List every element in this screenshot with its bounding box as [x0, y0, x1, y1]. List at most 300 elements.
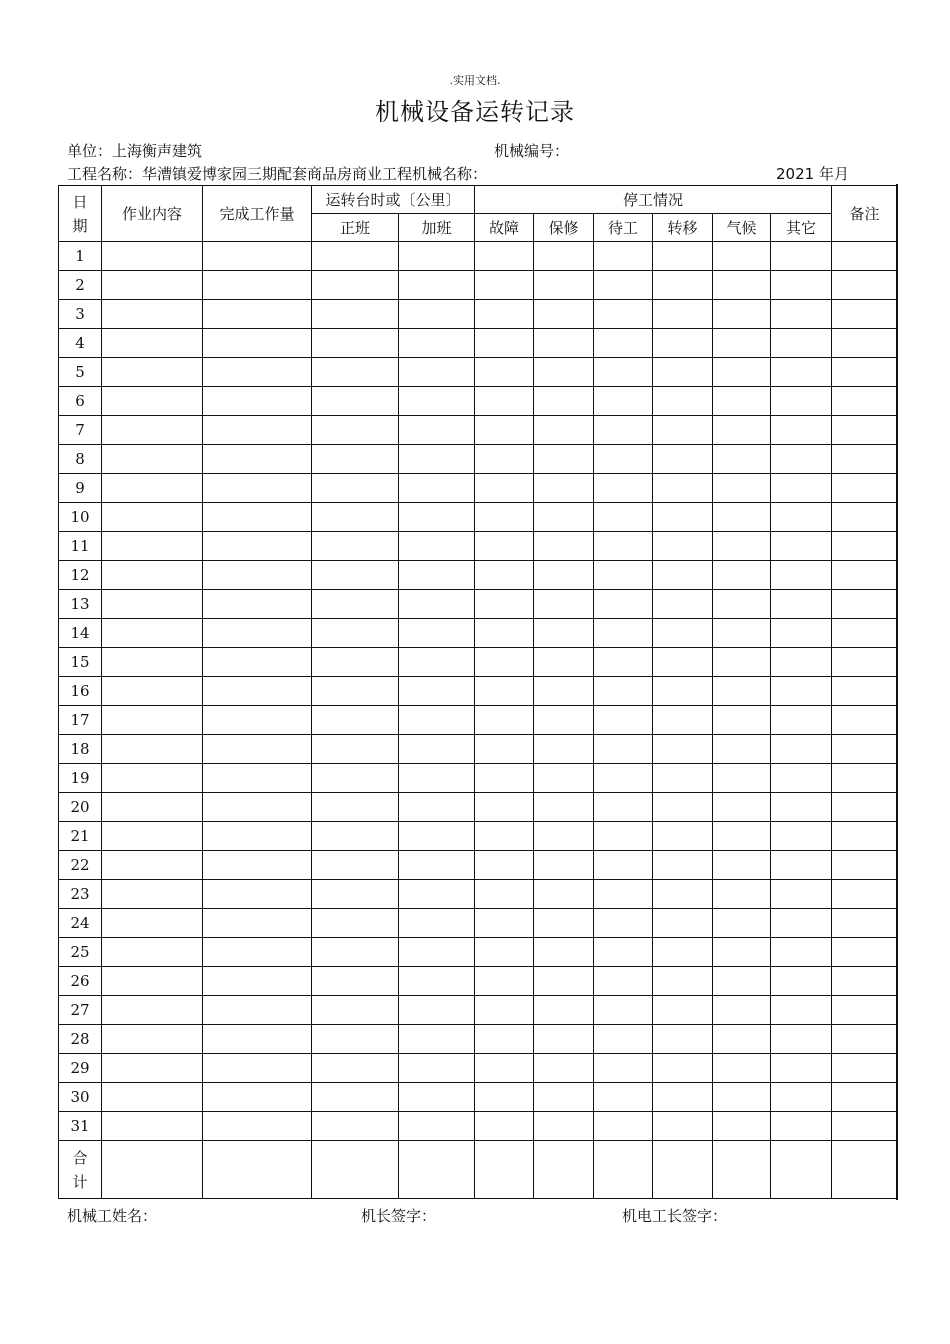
entry-cell[interactable]	[832, 329, 898, 358]
entry-cell[interactable]	[203, 416, 312, 445]
entry-cell[interactable]	[653, 648, 713, 677]
entry-cell[interactable]	[713, 1083, 771, 1112]
entry-cell[interactable]	[534, 271, 594, 300]
entry-cell[interactable]	[399, 300, 475, 329]
entry-cell[interactable]	[594, 561, 653, 590]
entry-cell[interactable]	[653, 271, 713, 300]
entry-cell[interactable]	[832, 619, 898, 648]
entry-cell[interactable]	[312, 1054, 399, 1083]
entry-cell[interactable]	[653, 909, 713, 938]
entry-cell[interactable]	[399, 996, 475, 1025]
entry-cell[interactable]	[653, 851, 713, 880]
entry-cell[interactable]	[713, 1025, 771, 1054]
entry-cell[interactable]	[653, 677, 713, 706]
entry-cell[interactable]	[102, 503, 203, 532]
entry-cell[interactable]	[713, 967, 771, 996]
entry-cell[interactable]	[475, 445, 534, 474]
entry-cell[interactable]	[653, 967, 713, 996]
entry-cell[interactable]	[399, 909, 475, 938]
entry-cell[interactable]	[771, 619, 832, 648]
entry-cell[interactable]	[713, 329, 771, 358]
entry-cell[interactable]	[102, 416, 203, 445]
entry-cell[interactable]	[399, 677, 475, 706]
entry-cell[interactable]	[102, 300, 203, 329]
entry-cell[interactable]	[399, 416, 475, 445]
entry-cell[interactable]	[102, 880, 203, 909]
entry-cell[interactable]	[475, 996, 534, 1025]
entry-cell[interactable]	[312, 561, 399, 590]
entry-cell[interactable]	[534, 445, 594, 474]
entry-cell[interactable]	[594, 590, 653, 619]
entry-cell[interactable]	[203, 474, 312, 503]
entry-cell[interactable]	[771, 880, 832, 909]
entry-cell[interactable]	[102, 387, 203, 416]
entry-cell[interactable]	[399, 822, 475, 851]
entry-cell[interactable]	[832, 561, 898, 590]
entry-cell[interactable]	[399, 1054, 475, 1083]
entry-cell[interactable]	[713, 619, 771, 648]
entry-cell[interactable]	[203, 358, 312, 387]
total-cell[interactable]	[771, 1141, 832, 1199]
entry-cell[interactable]	[832, 590, 898, 619]
entry-cell[interactable]	[713, 503, 771, 532]
entry-cell[interactable]	[203, 793, 312, 822]
entry-cell[interactable]	[399, 271, 475, 300]
entry-cell[interactable]	[832, 735, 898, 764]
entry-cell[interactable]	[771, 1083, 832, 1112]
entry-cell[interactable]	[771, 532, 832, 561]
entry-cell[interactable]	[399, 474, 475, 503]
entry-cell[interactable]	[832, 706, 898, 735]
entry-cell[interactable]	[102, 445, 203, 474]
entry-cell[interactable]	[771, 967, 832, 996]
entry-cell[interactable]	[534, 387, 594, 416]
entry-cell[interactable]	[475, 532, 534, 561]
entry-cell[interactable]	[771, 561, 832, 590]
entry-cell[interactable]	[203, 996, 312, 1025]
entry-cell[interactable]	[653, 300, 713, 329]
entry-cell[interactable]	[832, 677, 898, 706]
entry-cell[interactable]	[203, 735, 312, 764]
entry-cell[interactable]	[203, 1112, 312, 1141]
entry-cell[interactable]	[771, 677, 832, 706]
entry-cell[interactable]	[399, 793, 475, 822]
entry-cell[interactable]	[399, 851, 475, 880]
entry-cell[interactable]	[102, 967, 203, 996]
entry-cell[interactable]	[102, 764, 203, 793]
entry-cell[interactable]	[594, 880, 653, 909]
entry-cell[interactable]	[312, 793, 399, 822]
entry-cell[interactable]	[594, 242, 653, 271]
total-cell[interactable]	[475, 1141, 534, 1199]
entry-cell[interactable]	[771, 851, 832, 880]
entry-cell[interactable]	[594, 1025, 653, 1054]
entry-cell[interactable]	[653, 1112, 713, 1141]
entry-cell[interactable]	[475, 793, 534, 822]
entry-cell[interactable]	[594, 706, 653, 735]
entry-cell[interactable]	[475, 938, 534, 967]
entry-cell[interactable]	[203, 648, 312, 677]
entry-cell[interactable]	[312, 1025, 399, 1054]
entry-cell[interactable]	[653, 590, 713, 619]
entry-cell[interactable]	[594, 648, 653, 677]
entry-cell[interactable]	[534, 648, 594, 677]
entry-cell[interactable]	[713, 735, 771, 764]
entry-cell[interactable]	[312, 271, 399, 300]
entry-cell[interactable]	[534, 1054, 594, 1083]
entry-cell[interactable]	[771, 822, 832, 851]
entry-cell[interactable]	[203, 1025, 312, 1054]
entry-cell[interactable]	[203, 561, 312, 590]
entry-cell[interactable]	[203, 271, 312, 300]
entry-cell[interactable]	[399, 619, 475, 648]
entry-cell[interactable]	[102, 1083, 203, 1112]
total-cell[interactable]	[534, 1141, 594, 1199]
entry-cell[interactable]	[653, 416, 713, 445]
entry-cell[interactable]	[203, 1054, 312, 1083]
entry-cell[interactable]	[203, 851, 312, 880]
entry-cell[interactable]	[312, 619, 399, 648]
entry-cell[interactable]	[653, 329, 713, 358]
entry-cell[interactable]	[771, 590, 832, 619]
entry-cell[interactable]	[594, 822, 653, 851]
entry-cell[interactable]	[534, 677, 594, 706]
total-cell[interactable]	[832, 1141, 898, 1199]
entry-cell[interactable]	[594, 967, 653, 996]
entry-cell[interactable]	[203, 242, 312, 271]
entry-cell[interactable]	[475, 300, 534, 329]
entry-cell[interactable]	[102, 1054, 203, 1083]
entry-cell[interactable]	[475, 358, 534, 387]
entry-cell[interactable]	[203, 329, 312, 358]
entry-cell[interactable]	[653, 1054, 713, 1083]
entry-cell[interactable]	[102, 619, 203, 648]
entry-cell[interactable]	[713, 793, 771, 822]
entry-cell[interactable]	[594, 938, 653, 967]
entry-cell[interactable]	[653, 735, 713, 764]
total-cell[interactable]	[713, 1141, 771, 1199]
entry-cell[interactable]	[534, 706, 594, 735]
entry-cell[interactable]	[102, 706, 203, 735]
entry-cell[interactable]	[312, 416, 399, 445]
entry-cell[interactable]	[713, 561, 771, 590]
entry-cell[interactable]	[653, 358, 713, 387]
entry-cell[interactable]	[475, 387, 534, 416]
entry-cell[interactable]	[312, 1112, 399, 1141]
entry-cell[interactable]	[534, 300, 594, 329]
entry-cell[interactable]	[594, 474, 653, 503]
entry-cell[interactable]	[534, 1025, 594, 1054]
entry-cell[interactable]	[771, 909, 832, 938]
entry-cell[interactable]	[534, 474, 594, 503]
entry-cell[interactable]	[771, 358, 832, 387]
entry-cell[interactable]	[771, 1025, 832, 1054]
entry-cell[interactable]	[312, 474, 399, 503]
entry-cell[interactable]	[653, 938, 713, 967]
entry-cell[interactable]	[713, 387, 771, 416]
entry-cell[interactable]	[102, 851, 203, 880]
entry-cell[interactable]	[653, 619, 713, 648]
entry-cell[interactable]	[771, 474, 832, 503]
entry-cell[interactable]	[713, 358, 771, 387]
entry-cell[interactable]	[771, 445, 832, 474]
entry-cell[interactable]	[312, 880, 399, 909]
entry-cell[interactable]	[594, 503, 653, 532]
entry-cell[interactable]	[203, 532, 312, 561]
entry-cell[interactable]	[713, 271, 771, 300]
entry-cell[interactable]	[475, 503, 534, 532]
entry-cell[interactable]	[312, 909, 399, 938]
entry-cell[interactable]	[475, 880, 534, 909]
entry-cell[interactable]	[594, 300, 653, 329]
entry-cell[interactable]	[475, 1083, 534, 1112]
entry-cell[interactable]	[771, 793, 832, 822]
entry-cell[interactable]	[203, 503, 312, 532]
entry-cell[interactable]	[594, 909, 653, 938]
entry-cell[interactable]	[653, 387, 713, 416]
entry-cell[interactable]	[594, 735, 653, 764]
entry-cell[interactable]	[312, 503, 399, 532]
entry-cell[interactable]	[771, 503, 832, 532]
entry-cell[interactable]	[653, 706, 713, 735]
entry-cell[interactable]	[475, 909, 534, 938]
entry-cell[interactable]	[534, 1083, 594, 1112]
entry-cell[interactable]	[653, 445, 713, 474]
entry-cell[interactable]	[475, 851, 534, 880]
entry-cell[interactable]	[102, 532, 203, 561]
entry-cell[interactable]	[713, 851, 771, 880]
entry-cell[interactable]	[713, 909, 771, 938]
entry-cell[interactable]	[713, 706, 771, 735]
entry-cell[interactable]	[475, 619, 534, 648]
entry-cell[interactable]	[832, 967, 898, 996]
entry-cell[interactable]	[475, 271, 534, 300]
entry-cell[interactable]	[653, 764, 713, 793]
entry-cell[interactable]	[653, 474, 713, 503]
entry-cell[interactable]	[832, 532, 898, 561]
entry-cell[interactable]	[771, 271, 832, 300]
entry-cell[interactable]	[653, 1025, 713, 1054]
entry-cell[interactable]	[312, 590, 399, 619]
entry-cell[interactable]	[399, 938, 475, 967]
entry-cell[interactable]	[475, 1054, 534, 1083]
entry-cell[interactable]	[832, 851, 898, 880]
entry-cell[interactable]	[399, 648, 475, 677]
entry-cell[interactable]	[713, 648, 771, 677]
entry-cell[interactable]	[832, 474, 898, 503]
entry-cell[interactable]	[594, 416, 653, 445]
entry-cell[interactable]	[832, 1054, 898, 1083]
entry-cell[interactable]	[399, 590, 475, 619]
entry-cell[interactable]	[771, 416, 832, 445]
total-cell[interactable]	[102, 1141, 203, 1199]
entry-cell[interactable]	[534, 329, 594, 358]
entry-cell[interactable]	[312, 677, 399, 706]
entry-cell[interactable]	[475, 764, 534, 793]
total-cell[interactable]	[594, 1141, 653, 1199]
entry-cell[interactable]	[102, 648, 203, 677]
entry-cell[interactable]	[594, 619, 653, 648]
entry-cell[interactable]	[102, 561, 203, 590]
entry-cell[interactable]	[312, 1083, 399, 1112]
entry-cell[interactable]	[399, 242, 475, 271]
entry-cell[interactable]	[713, 445, 771, 474]
entry-cell[interactable]	[534, 996, 594, 1025]
entry-cell[interactable]	[832, 387, 898, 416]
entry-cell[interactable]	[534, 358, 594, 387]
entry-cell[interactable]	[102, 271, 203, 300]
entry-cell[interactable]	[653, 880, 713, 909]
entry-cell[interactable]	[832, 300, 898, 329]
entry-cell[interactable]	[713, 1054, 771, 1083]
entry-cell[interactable]	[203, 967, 312, 996]
entry-cell[interactable]	[534, 822, 594, 851]
entry-cell[interactable]	[399, 735, 475, 764]
entry-cell[interactable]	[312, 445, 399, 474]
entry-cell[interactable]	[771, 300, 832, 329]
entry-cell[interactable]	[475, 561, 534, 590]
entry-cell[interactable]	[771, 329, 832, 358]
entry-cell[interactable]	[594, 358, 653, 387]
entry-cell[interactable]	[832, 938, 898, 967]
entry-cell[interactable]	[713, 242, 771, 271]
entry-cell[interactable]	[102, 735, 203, 764]
entry-cell[interactable]	[594, 387, 653, 416]
entry-cell[interactable]	[771, 996, 832, 1025]
entry-cell[interactable]	[203, 387, 312, 416]
entry-cell[interactable]	[534, 1112, 594, 1141]
entry-cell[interactable]	[534, 503, 594, 532]
entry-cell[interactable]	[475, 329, 534, 358]
entry-cell[interactable]	[102, 590, 203, 619]
entry-cell[interactable]	[399, 387, 475, 416]
entry-cell[interactable]	[771, 1054, 832, 1083]
entry-cell[interactable]	[102, 474, 203, 503]
entry-cell[interactable]	[534, 590, 594, 619]
entry-cell[interactable]	[102, 242, 203, 271]
entry-cell[interactable]	[203, 677, 312, 706]
entry-cell[interactable]	[102, 793, 203, 822]
entry-cell[interactable]	[594, 271, 653, 300]
entry-cell[interactable]	[399, 706, 475, 735]
entry-cell[interactable]	[653, 996, 713, 1025]
entry-cell[interactable]	[771, 1112, 832, 1141]
entry-cell[interactable]	[653, 1083, 713, 1112]
entry-cell[interactable]	[832, 880, 898, 909]
entry-cell[interactable]	[771, 735, 832, 764]
entry-cell[interactable]	[203, 1083, 312, 1112]
entry-cell[interactable]	[713, 996, 771, 1025]
entry-cell[interactable]	[102, 996, 203, 1025]
entry-cell[interactable]	[102, 909, 203, 938]
entry-cell[interactable]	[534, 619, 594, 648]
entry-cell[interactable]	[534, 851, 594, 880]
entry-cell[interactable]	[312, 329, 399, 358]
entry-cell[interactable]	[399, 764, 475, 793]
entry-cell[interactable]	[832, 416, 898, 445]
entry-cell[interactable]	[399, 1025, 475, 1054]
entry-cell[interactable]	[594, 329, 653, 358]
entry-cell[interactable]	[475, 474, 534, 503]
entry-cell[interactable]	[312, 938, 399, 967]
entry-cell[interactable]	[312, 358, 399, 387]
entry-cell[interactable]	[771, 706, 832, 735]
entry-cell[interactable]	[399, 532, 475, 561]
entry-cell[interactable]	[534, 938, 594, 967]
entry-cell[interactable]	[713, 677, 771, 706]
entry-cell[interactable]	[312, 764, 399, 793]
entry-cell[interactable]	[713, 880, 771, 909]
entry-cell[interactable]	[203, 938, 312, 967]
entry-cell[interactable]	[653, 242, 713, 271]
entry-cell[interactable]	[203, 706, 312, 735]
entry-cell[interactable]	[832, 503, 898, 532]
entry-cell[interactable]	[399, 967, 475, 996]
entry-cell[interactable]	[832, 648, 898, 677]
entry-cell[interactable]	[832, 1083, 898, 1112]
entry-cell[interactable]	[594, 677, 653, 706]
entry-cell[interactable]	[534, 764, 594, 793]
entry-cell[interactable]	[534, 242, 594, 271]
entry-cell[interactable]	[399, 1083, 475, 1112]
entry-cell[interactable]	[594, 1112, 653, 1141]
entry-cell[interactable]	[832, 764, 898, 793]
entry-cell[interactable]	[713, 300, 771, 329]
entry-cell[interactable]	[771, 387, 832, 416]
entry-cell[interactable]	[203, 764, 312, 793]
entry-cell[interactable]	[534, 880, 594, 909]
entry-cell[interactable]	[399, 329, 475, 358]
entry-cell[interactable]	[475, 416, 534, 445]
entry-cell[interactable]	[312, 648, 399, 677]
entry-cell[interactable]	[475, 1112, 534, 1141]
entry-cell[interactable]	[203, 909, 312, 938]
entry-cell[interactable]	[475, 706, 534, 735]
entry-cell[interactable]	[312, 300, 399, 329]
entry-cell[interactable]	[203, 822, 312, 851]
entry-cell[interactable]	[594, 793, 653, 822]
entry-cell[interactable]	[832, 996, 898, 1025]
entry-cell[interactable]	[203, 590, 312, 619]
total-cell[interactable]	[203, 1141, 312, 1199]
entry-cell[interactable]	[203, 300, 312, 329]
entry-cell[interactable]	[594, 996, 653, 1025]
entry-cell[interactable]	[832, 909, 898, 938]
entry-cell[interactable]	[399, 503, 475, 532]
entry-cell[interactable]	[713, 764, 771, 793]
entry-cell[interactable]	[653, 532, 713, 561]
entry-cell[interactable]	[312, 532, 399, 561]
entry-cell[interactable]	[534, 416, 594, 445]
entry-cell[interactable]	[312, 735, 399, 764]
entry-cell[interactable]	[475, 677, 534, 706]
entry-cell[interactable]	[399, 358, 475, 387]
entry-cell[interactable]	[771, 938, 832, 967]
total-cell[interactable]	[653, 1141, 713, 1199]
entry-cell[interactable]	[832, 822, 898, 851]
entry-cell[interactable]	[312, 996, 399, 1025]
entry-cell[interactable]	[475, 648, 534, 677]
entry-cell[interactable]	[534, 561, 594, 590]
entry-cell[interactable]	[713, 532, 771, 561]
entry-cell[interactable]	[713, 1112, 771, 1141]
entry-cell[interactable]	[399, 880, 475, 909]
entry-cell[interactable]	[534, 793, 594, 822]
entry-cell[interactable]	[399, 561, 475, 590]
entry-cell[interactable]	[102, 1025, 203, 1054]
entry-cell[interactable]	[832, 445, 898, 474]
entry-cell[interactable]	[312, 242, 399, 271]
